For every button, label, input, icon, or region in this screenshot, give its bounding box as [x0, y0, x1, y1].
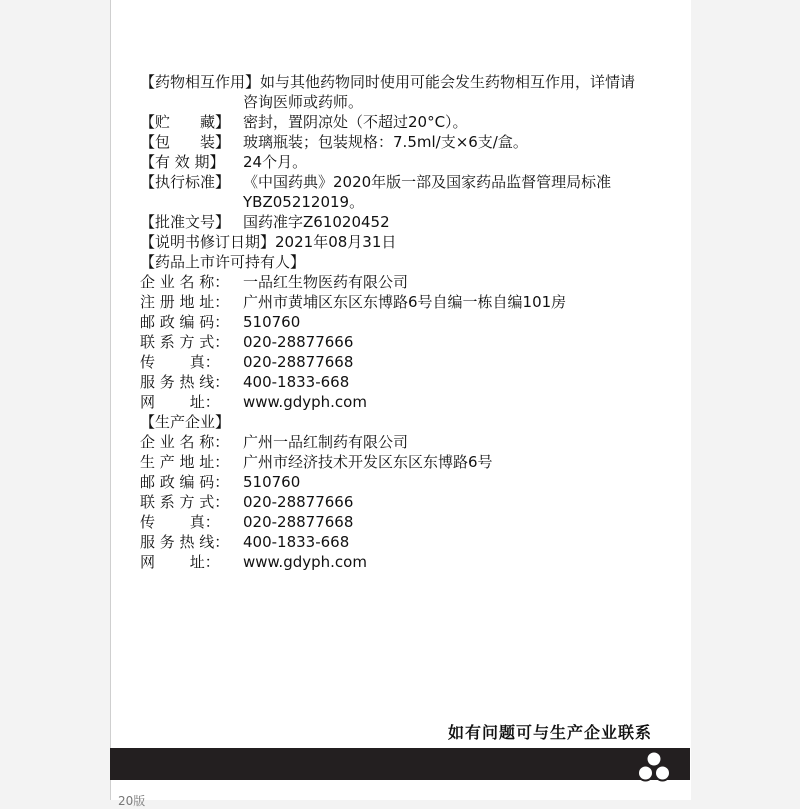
page-marker: 20版	[118, 794, 146, 808]
holder-field-value: 510760	[243, 313, 301, 331]
manufacturer-field-label: 邮 政 编 码：	[140, 473, 230, 491]
manufacturer-field	[140, 552, 680, 572]
validity-label: 【有 效 期】	[140, 153, 225, 171]
interaction-value: 如与其他药物同时使用可能会发生药物相互作用，详情请	[260, 73, 636, 91]
manufacturer-field	[140, 452, 680, 472]
manufacturer-field-label: 联 系 方 式：	[140, 493, 230, 511]
manufacturer-field-value: 510760	[243, 473, 301, 491]
approval-row	[140, 212, 680, 232]
manufacturer-title: 【生产企业】	[140, 413, 231, 431]
interaction-row-cont	[140, 92, 680, 112]
holder-field	[140, 372, 680, 392]
storage-row	[140, 112, 680, 132]
holder-field-label: 企 业 名 称：	[140, 273, 230, 291]
manufacturer-field-value: 020-28877668	[243, 513, 354, 531]
package-row	[140, 132, 680, 152]
revision-row	[140, 232, 680, 252]
standard-row-cont	[140, 192, 680, 212]
holder-fields	[140, 272, 680, 412]
validity-row	[140, 152, 680, 172]
holder-field	[140, 272, 680, 292]
holder-field	[140, 292, 680, 312]
holder-field-label: 服 务 热 线：	[140, 373, 230, 391]
holder-field	[140, 332, 680, 352]
approval-value: 国药准字Z61020452	[243, 213, 390, 231]
standard-row	[140, 172, 680, 192]
manufacturer-field-value: 020-28877666	[243, 493, 354, 511]
manufacturer-field-label: 传 真：	[140, 513, 220, 531]
manufacturer-field	[140, 472, 680, 492]
manufacturer-field-value: 广州市经济技术开发区东区东博路6号	[243, 453, 493, 471]
manufacturer-field-label: 网 址：	[140, 553, 220, 571]
holder-field-value: 020-28877668	[243, 353, 354, 371]
holder-field-value: www.gdyph.com	[243, 393, 367, 411]
holder-field-label: 联 系 方 式：	[140, 333, 230, 351]
revision-value: 2021年08月31日	[275, 233, 397, 251]
holder-field-value: 一品红生物医药有限公司	[243, 273, 409, 291]
holder-field	[140, 352, 680, 372]
revision-label: 【说明书修订日期】	[140, 233, 276, 251]
holder-field-label: 注 册 地 址：	[140, 293, 230, 311]
manufacturer-field	[140, 512, 680, 532]
holder-field-label: 邮 政 编 码：	[140, 313, 230, 331]
package-value: 玻璃瓶装；包装规格：7.5ml/支×6支/盒。	[243, 133, 528, 151]
interaction-row	[140, 72, 680, 92]
holder-field-value: 广州市黄埔区东区东博路6号自编一栋自编101房	[243, 293, 567, 311]
package-label: 【包 装】	[140, 133, 231, 151]
holder-field-label: 网 址：	[140, 393, 220, 411]
validity-value: 24个月。	[243, 153, 308, 171]
manufacturer-field-label: 企 业 名 称：	[140, 433, 230, 451]
storage-label: 【贮 藏】	[140, 113, 231, 131]
company-logo-icon	[636, 750, 672, 786]
holder-field	[140, 312, 680, 332]
manufacturer-field	[140, 532, 680, 552]
footer-bar	[110, 748, 690, 780]
interaction-value-cont: 咨询医师或药师。	[243, 93, 364, 111]
storage-value: 密封，置阴凉处（不超过20°C）。	[243, 113, 468, 131]
approval-label: 【批准文号】	[140, 213, 231, 231]
interaction-label: 【药物相互作用】	[140, 73, 261, 91]
standard-value-cont: YBZ05212019。	[243, 193, 365, 211]
holder-field-value: 020-28877666	[243, 333, 354, 351]
manufacturer-field	[140, 432, 680, 452]
holder-field-label: 传 真：	[140, 353, 220, 371]
contact-note: 如有问题可与生产企业联系	[447, 723, 652, 742]
manufacturer-field	[140, 492, 680, 512]
holder-title: 【药品上市许可持有人】	[140, 253, 306, 271]
manufacturer-field-value: www.gdyph.com	[243, 553, 367, 571]
holder-field	[140, 392, 680, 412]
manufacturer-field-value: 400-1833-668	[243, 533, 350, 551]
manufacturer-field-value: 广州一品红制药有限公司	[243, 433, 409, 451]
manufacturer-field-label: 服 务 热 线：	[140, 533, 230, 551]
standard-value: 《中国药典》2020年版一部及国家药品监督管理局标准	[243, 173, 612, 191]
manufacturer-fields	[140, 432, 680, 572]
leaflet-body	[140, 72, 680, 572]
standard-label: 【执行标准】	[140, 173, 231, 191]
manufacturer-field-label: 生 产 地 址：	[140, 453, 230, 471]
holder-field-value: 400-1833-668	[243, 373, 350, 391]
